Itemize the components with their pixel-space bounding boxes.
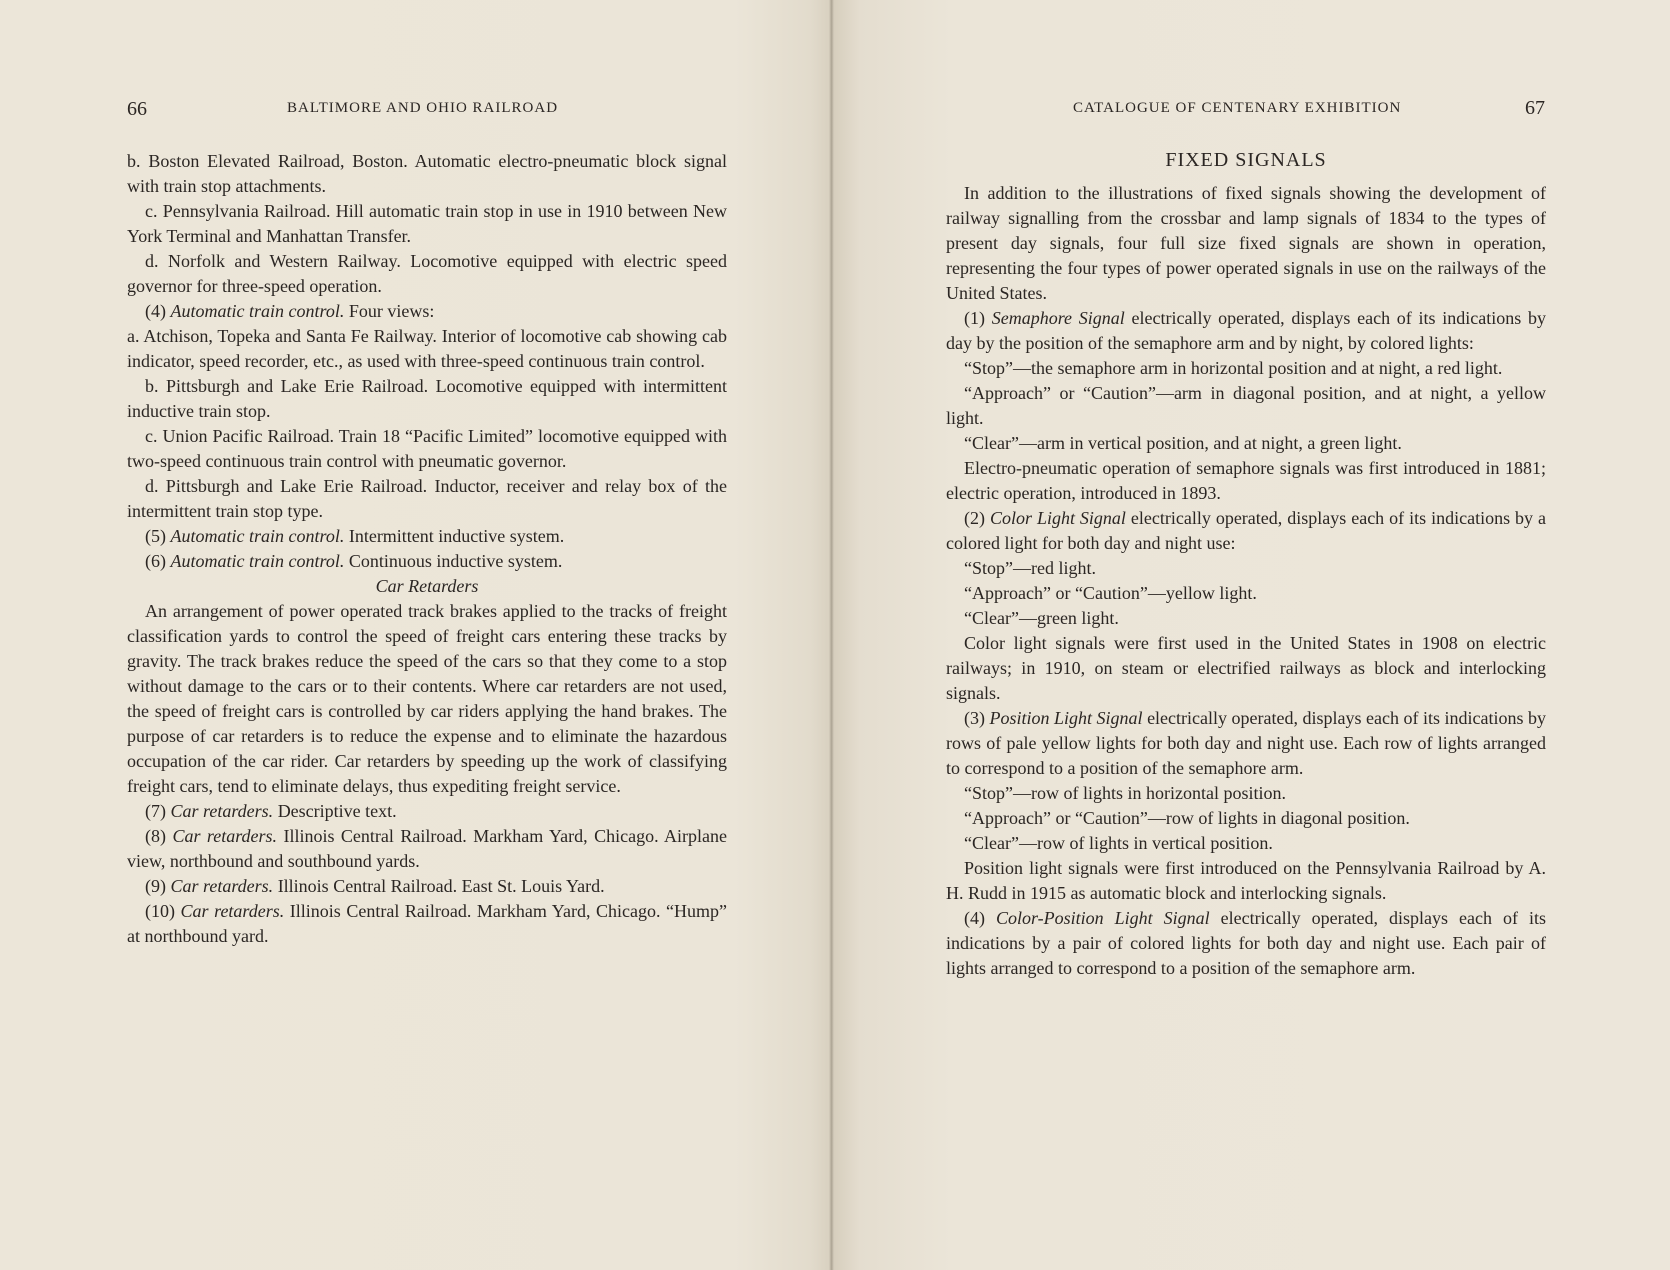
item-text: electrically operated, displays each of its indications by rows of pale yellow lights for both day and night use. Each row of lights arranged to correspond to a position of the semaphore arm. [946,708,1546,778]
paragraph: “Stop”—row of lights in horizontal position. [964,783,1286,803]
item-number: (5) [145,526,166,546]
list-item [127,299,727,324]
paragraph: Color light signals were first used in the United States in 1908 on electric railways; in 1910, on steam or electrified railways as block and interlocking signals. [946,633,1546,703]
paragraph: c. Union Pacific Railroad. Train 18 “Pacific Limited” locomotive equipped with two-speed continuous train control with pneumatic governor. [127,426,727,471]
paragraph: An arrangement of power operated track brakes applied to the tracks of freight classification yards to control the speed of freight cars entering these tracks by gravity. The track brakes reduce the speed of the cars so that they come to a stop without damage to the cars or to their contents. Where car retarders are not used, the speed of freight cars is controlled by car riders applying the hand brakes. The purpose of car retarders is to reduce the expense and to eliminate the hazardous occupation of the car rider. Car retarders by speeding up the work of classifying freight cars, tend to eliminate delays, thus expediting freight service. [127,601,727,796]
page-number-left: 66 [127,98,147,120]
section-heading: Car Retarders [375,576,479,596]
item-title: Color-Position Light Signal [996,908,1210,928]
item-text: electrically operated, displays each of its indications by a pair of colored lights for both day and night use. Each pair of lights arranged to correspond to a position of the semaphore arm. [946,908,1546,978]
item-title: Color Light Signal [989,508,1126,528]
paragraph: “Clear”—arm in vertical position, and at night, a green light. [964,433,1402,453]
list-item [127,899,727,949]
list-item [127,874,727,899]
paragraph: “Clear”—green light. [964,608,1119,628]
paragraph: In addition to the illustrations of fixed signals showing the development of railway signalling from the crossbar and lamp signals of 1834 to the types of present day signals, four full size fixed signals are shown in operation, representing the four types of power operated signals in use on the railways of the United States. [946,183,1546,303]
item-number: (6) [145,551,166,571]
item-text: Continuous inductive system. [344,551,563,571]
page-number-right: 67 [1525,97,1545,119]
paragraph: “Clear”—row of lights in vertical position. [964,833,1273,853]
item-title: Automatic train control. [170,526,345,546]
left-body-text [127,149,727,949]
item-number: (1) [964,308,985,328]
item-title: Position Light Signal [989,708,1143,728]
item-text: Illinois Central Railroad. East St. Louis Yard. [273,876,605,896]
item-title: Semaphore Signal [991,308,1125,328]
list-item [946,906,1546,981]
item-number: (8) [145,826,166,846]
paragraph: Position light signals were first introduced on the Pennsylvania Railroad by A. H. Rudd in 1915 as automatic block and interlocking signals. [946,858,1546,903]
paragraph: b. Boston Elevated Railroad, Boston. Automatic electro-pneumatic block signal with train stop attachments. [127,151,727,196]
paragraph: “Approach” or “Caution”—arm in diagonal position, and at night, a yellow light. [946,383,1546,428]
paragraph: c. Pennsylvania Railroad. Hill automatic train stop in use in 1910 between New York Terminal and Manhattan Transfer. [127,201,727,246]
running-head-title-left: BALTIMORE AND OHIO RAILROAD [287,100,559,116]
item-number: (10) [145,901,175,921]
item-text: Illinois Central Railroad. Markham Yard, Chicago. “Hump” at northbound yard. [127,901,727,946]
item-text: Descriptive text. [273,801,397,821]
item-number: (3) [964,708,985,728]
list-item [127,524,727,549]
item-text: electrically operated, displays each of its indications by a colored light for both day and night use: [946,508,1546,553]
list-item [127,799,727,824]
running-head-title-right: CATALOGUE OF CENTENARY EXHIBITION [1073,100,1402,116]
item-title: Car retarders. [170,876,274,896]
paragraph: d. Norfolk and Western Railway. Locomotive equipped with electric speed governor for three-speed operation. [127,251,727,296]
list-item [946,706,1546,781]
item-text: Intermittent inductive system. [344,526,565,546]
paragraph: d. Pittsburgh and Lake Erie Railroad. Inductor, receiver and relay box of the intermittent train stop type. [127,476,727,521]
item-title: Automatic train control. [170,551,345,571]
paragraph: a. Atchison, Topeka and Santa Fe Railway. Interior of locomotive cab showing cab indicator, speed recorder, etc., as used with three-speed continuous train control. [127,326,727,371]
right-body-text [946,181,1546,981]
item-number: (2) [964,508,985,528]
paragraph: “Stop”—the semaphore arm in horizontal position and at night, a red light. [964,358,1503,378]
list-item [946,506,1546,556]
item-title: Car retarders. [170,801,274,821]
item-text: Four views: [344,301,435,321]
item-number: (4) [145,301,166,321]
paragraph: “Approach” or “Caution”—yellow light. [964,583,1257,603]
item-number: (4) [964,908,985,928]
item-number: (9) [145,876,166,896]
item-number: (7) [145,801,166,821]
section-heading-fixed-signals: FIXED SIGNALS [1165,149,1327,171]
list-item [127,549,727,574]
item-text: Illinois Central Railroad. Markham Yard, Chicago. Airplane view, northbound and southbound yards. [127,826,727,871]
book-gutter [829,0,834,1270]
paragraph: “Stop”—red light. [964,558,1096,578]
item-text: electrically operated, displays each of its indications by day by the position of the semaphore arm and by night, by colored lights: [946,308,1546,353]
item-title: Automatic train control. [170,301,345,321]
paragraph: b. Pittsburgh and Lake Erie Railroad. Locomotive equipped with intermittent inductive train stop. [127,376,727,421]
list-item [127,824,727,874]
paragraph: “Approach” or “Caution”—row of lights in diagonal position. [964,808,1410,828]
list-item [946,306,1546,356]
paragraph: Electro-pneumatic operation of semaphore signals was first introduced in 1881; electric operation, introduced in 1893. [946,458,1546,503]
item-title: Car retarders. [172,826,278,846]
item-title: Car retarders. [180,901,285,921]
